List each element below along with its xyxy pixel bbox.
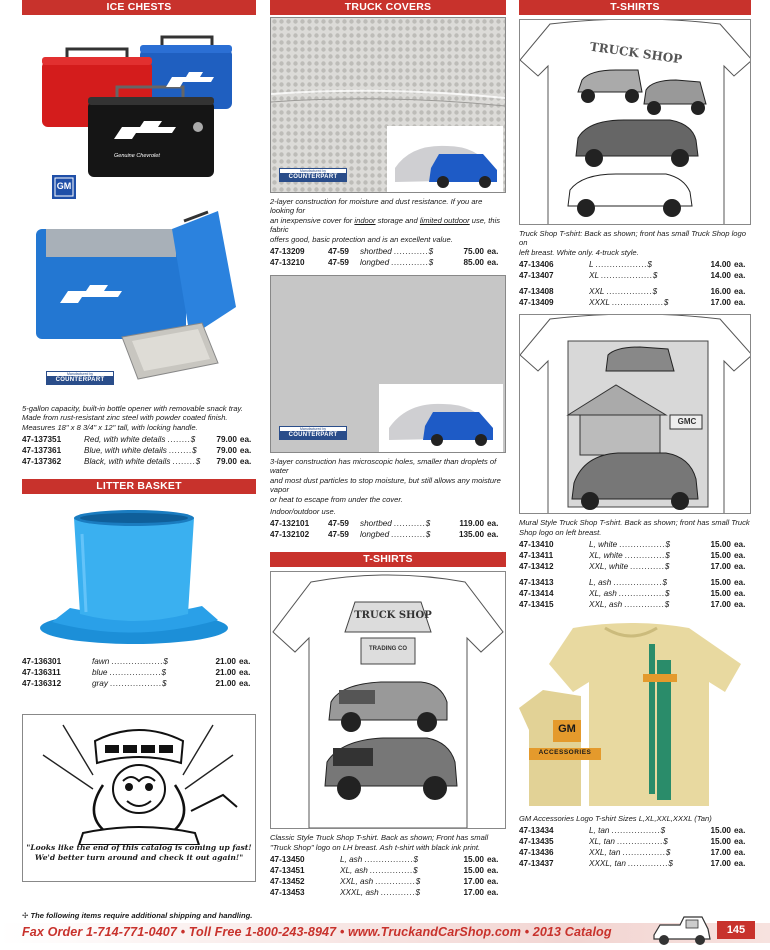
gm-logo-text: GM	[558, 723, 576, 736]
table-row: 47-136312 gray ..................$ 21.00 ea.	[22, 679, 251, 689]
cartoon-panel	[22, 714, 256, 882]
fabric-illustration	[271, 18, 505, 193]
truck-cover-3layer-description: 3-layer construction has microscopic holes, smaller than droplets of water and most dust particles to stop moisture, but still allows any moisture vapor or heat to escape from under the cover.	[270, 457, 501, 504]
table-row: 47-132101 47-59 shortbed ...........$ 119.00 ea.	[270, 519, 499, 529]
truck-cover-3layer-photo	[270, 275, 506, 453]
gmc-sign-text: GMC	[677, 417, 697, 427]
truck-shop-logo-text: TRUCK SHOP	[354, 610, 432, 622]
table-row: 47-13412 XXL, white ............$ 17.00 ea.	[519, 562, 746, 572]
column-middle	[270, 0, 506, 898]
counterpart-logo: Manufactured by COUNTERPART	[46, 371, 114, 385]
gm-accessories-description: GM Accessories Logo T-shirt Sizes L,XL,XXL,XXXL (Tan)	[519, 814, 712, 824]
classic-tshirt-price-table	[270, 854, 506, 898]
mural-tshirt-description: Mural Style Truck Shop T-shirt. Back as shown; front has small Truck Shop logo on left breast.	[519, 518, 750, 537]
trading-co-text: TRADING CO	[369, 646, 407, 653]
table-row: 47-13414 XL, ash ................$ 15.00 ea.	[519, 589, 746, 599]
section-header-truck-covers: TRUCK COVERS	[270, 0, 506, 15]
counterpart-logo: Manufactured by COUNTERPART	[279, 168, 347, 182]
table-row: 47-13435 XL, tan ................$ 15.00 ea.	[519, 837, 746, 847]
table-row: 47-13406 L ..................$ 14.00 ea.	[519, 260, 746, 270]
table-row: 47-13413 L, ash .................$ 15.00 ea.	[519, 578, 746, 588]
cartoon-driver-illustration	[23, 715, 255, 845]
footer-contact-line: Fax Order 1-714-771-0407 • Toll Free 1-800-243-8947 • www.TruckandCarShop.com • 2013 Catalog	[22, 925, 612, 939]
accessories-text: ACCESSORIES	[538, 749, 592, 757]
litter-basket-price-table	[22, 656, 256, 689]
column-right	[519, 0, 751, 869]
truck-cover-3layer-price-table	[270, 518, 506, 540]
cross-icon: ✢	[22, 911, 29, 920]
table-row: 47-136311 blue ..................$ 21.00 ea.	[22, 668, 251, 678]
mural-tshirt-illustration	[520, 315, 751, 514]
mural-tshirt-price-table	[519, 539, 751, 610]
table-row: 47-13436 XXL, tan ...............$ 17.00 ea.	[519, 848, 746, 858]
table-row: 47-13408 XXL ................$ 16.00 ea.	[519, 287, 746, 297]
table-row: 47-13453 XXXL, ash ............$ 17.00 ea.	[270, 888, 499, 898]
table-row: 47-137351 Red, with white details ........$ 79.00 ea.	[22, 435, 252, 445]
section-header-tshirts-middle: T-SHIRTS	[270, 552, 506, 567]
gm-badge-text: GM	[56, 181, 72, 191]
column-left	[22, 0, 256, 882]
table-row: 47-13434 L, tan .................$ 15.00 ea.	[519, 826, 746, 836]
classic-tshirt-description: Classic Style Truck Shop T-shirt. Back as shown; Front has small "Truck Shop" logo on LH breast. Ash t-shirt with black ink print.	[270, 833, 489, 852]
table-row: 47-13451 XL, ash ...............$ 15.00 ea.	[270, 866, 499, 876]
indoor-outdoor-spec: Indoor/outdoor use.	[270, 507, 336, 517]
cartoon-caption: "Looks like the end of this catalog is coming up fast! We'd better turn around and check it out again!"	[26, 843, 252, 863]
table-row: 47-13407 XL ..................$ 14.00 ea.	[519, 271, 746, 281]
chevrolet-script: Genuine Chevrolet	[114, 153, 160, 159]
truck-cover-2layer-description: 2-layer construction for moisture and dust resistance. If you are looking for an inexpensive cover for indoor storage and limited outdoor use, this fabric offers good, basic protection and is an excellent value.	[270, 197, 501, 244]
table-row: 47-13415 XXL, ash ..............$ 17.00 ea.	[519, 600, 746, 610]
table-row: 47-13410 L, white ................$ 15.00 ea.	[519, 540, 746, 550]
table-row: 47-137361 Blue, with white details ........$ 79.00 ea.	[22, 446, 252, 456]
table-row: 47-13210 47-59 longbed .............$ 85.00 ea.	[270, 258, 499, 268]
litter-basket-illustration	[22, 494, 256, 654]
ice-chests-description: 5-gallon capacity, built-in bottle opener with removable snack tray. Made from rust-resistant zinc steel with powder coated finish. Measures 18" x 8 3/4" x 12" tall, with locking handle.	[22, 404, 243, 432]
truck-shop-logo-text: TRUCK SHOP	[588, 39, 684, 67]
mural-tshirt-photo	[519, 314, 751, 514]
table-row: 47-13437 XXXL, tan ..............$ 17.00 ea.	[519, 859, 746, 869]
truck-cover-fabric-photo	[270, 17, 506, 193]
table-row: 47-13209 47-59 shortbed ............$ 75.00 ea.	[270, 247, 499, 257]
table-row: 47-13411 XL, white ..............$ 15.00 ea.	[519, 551, 746, 561]
section-header-ice-chests: ICE CHESTS	[22, 0, 256, 15]
classic-tshirt-photo	[270, 571, 506, 829]
table-row: 47-137362 Black, with white details ........$ 79.00 ea.	[22, 457, 252, 467]
page-number: 145	[717, 921, 755, 939]
ice-chests-photo	[22, 15, 256, 395]
counterpart-logo: Manufactured by COUNTERPART	[279, 426, 347, 440]
table-row: 47-13409 XXXL ..................$ 17.00 ea.	[519, 298, 746, 308]
gm-accessories-tshirt-photo	[519, 620, 751, 810]
litter-basket-photo	[22, 494, 256, 654]
ice-chests-illustration	[22, 15, 256, 395]
table-row: 47-13452 XXL, ash ..............$ 17.00 ea.	[270, 877, 499, 887]
table-row: 47-132102 47-59 longbed ............$ 135.00 ea.	[270, 530, 499, 540]
table-row: 47-13450 L, ash .................$ 15.00 ea.	[270, 855, 499, 865]
section-header-litter-basket: LITTER BASKET	[22, 479, 256, 494]
gm-accessories-tshirt-illustration	[519, 620, 751, 810]
gm-accessories-price-table	[519, 825, 751, 869]
shipping-note: ✢ The following items require additional shipping and handling.	[22, 911, 253, 920]
section-header-tshirts-right: T-SHIRTS	[519, 0, 751, 15]
truck-cover-2layer-price-table	[270, 246, 506, 268]
ice-chests-price-table	[22, 434, 256, 467]
four-truck-tshirt-description: Truck Shop T-shirt: Back as shown; front has small Truck Shop logo on left breast. White only. 4-truck style.	[519, 229, 746, 257]
truck-icon	[650, 913, 714, 947]
four-truck-tshirt-price-table	[519, 259, 751, 308]
table-row: 47-136301 fawn ..................$ 21.00 ea.	[22, 657, 251, 667]
truck-shop-tshirt-photo	[519, 19, 751, 225]
